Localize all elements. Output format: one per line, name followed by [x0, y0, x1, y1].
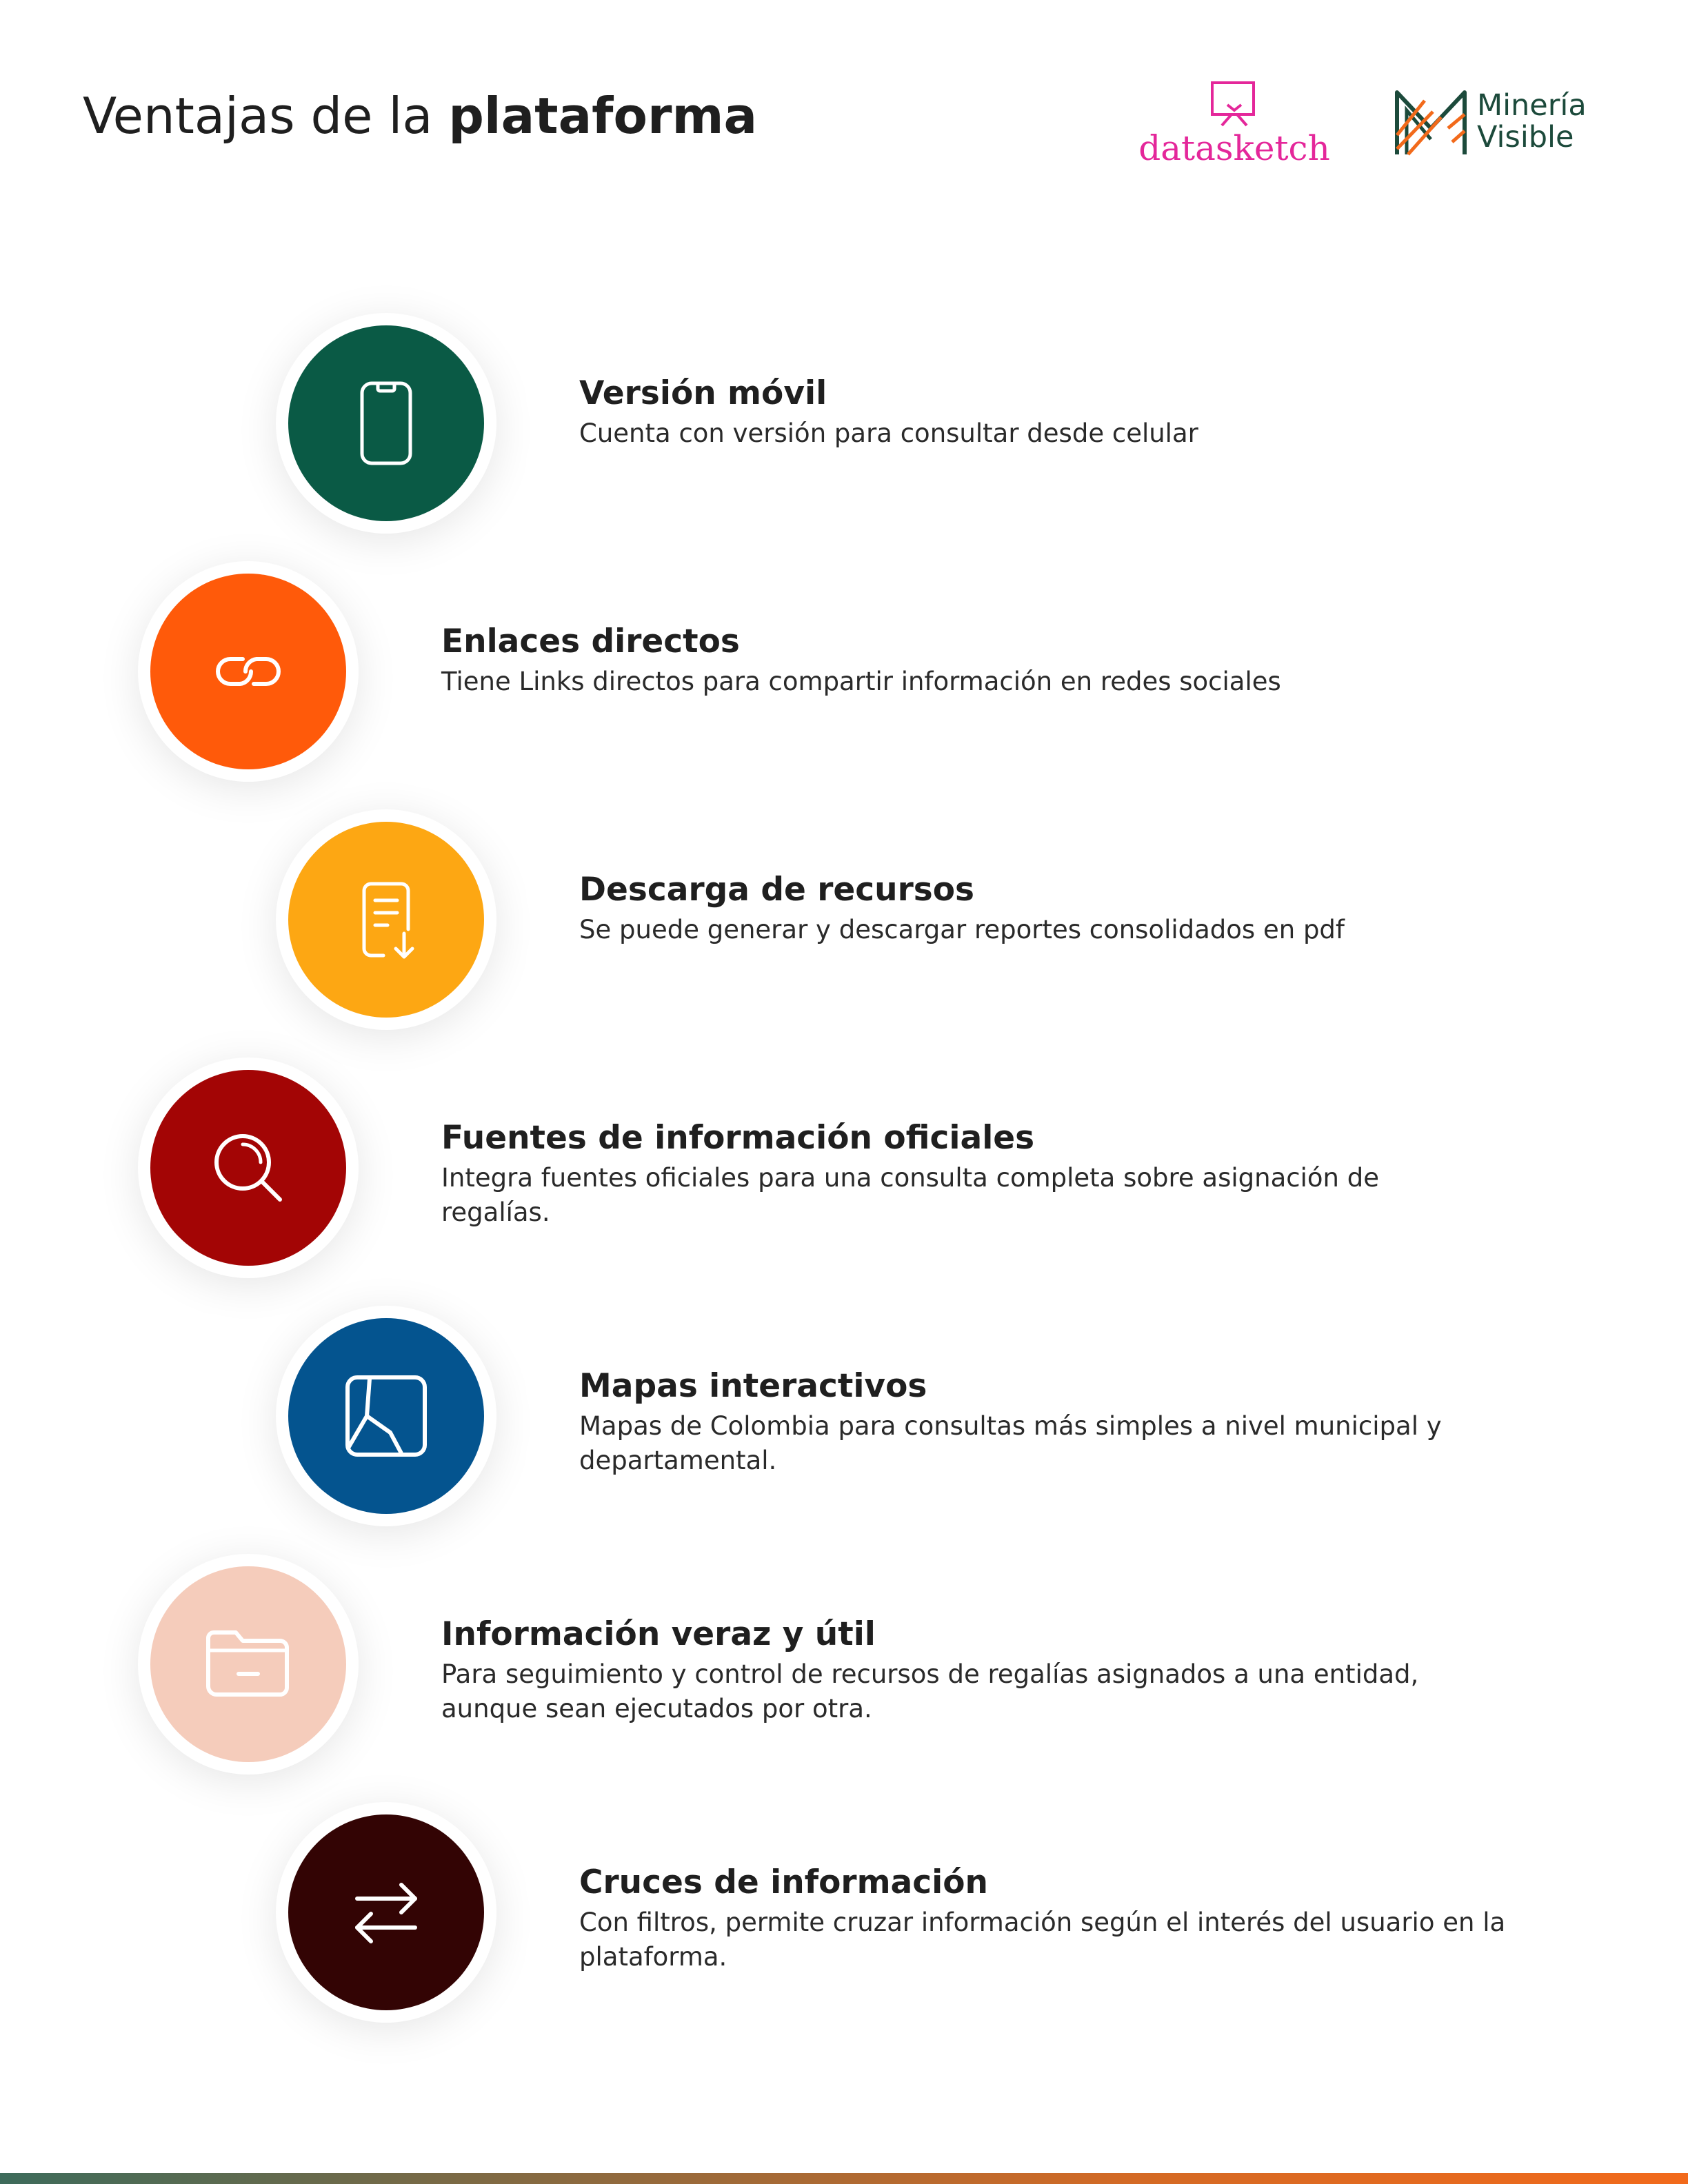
document-download-icon: [338, 871, 434, 968]
mineria-visible-logo: [1393, 87, 1614, 163]
feature-title: Cruces de información: [579, 1863, 988, 1901]
bottom-gradient-bar: [0, 2173, 1688, 2184]
datasketch-screen-icon: [1207, 80, 1262, 130]
datasketch-logo-text: datasketch: [1138, 128, 1330, 168]
feature-title: Descarga de recursos: [579, 871, 975, 909]
feature-description: Cuenta con versión para consultar desde celular: [579, 418, 1198, 448]
page-title-bold: plataforma: [448, 87, 758, 145]
map-icon: [338, 1368, 434, 1464]
feature-icon-badge: [138, 1554, 359, 1775]
link-icon: [200, 623, 297, 720]
search-icon: [200, 1120, 297, 1216]
feature-icon-badge: [138, 561, 359, 782]
feature-description: Integra fuentes oficiales para una consulta completa sobre asignación de regalías.: [441, 1163, 1379, 1227]
feature-description: Mapas de Colombia para consultas más simples a nivel municipal y departamental.: [579, 1411, 1442, 1475]
smartphone-icon: [338, 375, 434, 472]
feature-description: Tiene Links directos para compartir información en redes sociales: [441, 667, 1281, 696]
feature-description: Con filtros, permite cruzar información según el interés del usuario en la plataforma.: [579, 1908, 1506, 1972]
feature-title: Enlaces directos: [441, 623, 740, 660]
feature-icon-badge: [276, 809, 496, 1030]
feature-icon-badge: [138, 1058, 359, 1278]
mineria-visible-line1: Minería: [1477, 88, 1587, 123]
mineria-visible-text: [1477, 90, 1587, 153]
feature-title: Versión móvil: [579, 374, 827, 412]
datasketch-logo: [1138, 80, 1331, 176]
feature-title: Fuentes de información oficiales: [441, 1119, 1035, 1157]
feature-icon-badge: [276, 313, 496, 534]
feature-icon-badge: [276, 1306, 496, 1526]
arrows-exchange-icon: [338, 1864, 434, 1961]
mineria-visible-mark-icon: [1393, 87, 1469, 159]
mineria-visible-line2: Visible: [1477, 120, 1574, 154]
feature-title: Mapas interactivos: [579, 1367, 927, 1405]
feature-description: Se puede generar y descargar reportes consolidados en pdf: [579, 915, 1345, 944]
page-title: [83, 87, 758, 145]
feature-description: Para seguimiento y control de recursos de regalías asignados a una entidad, aunque sean ejecutados por otra.: [441, 1659, 1419, 1723]
feature-icon-badge: [276, 1802, 496, 2023]
feature-title: Información veraz y útil: [441, 1615, 876, 1653]
page-title-regular: Ventajas de la: [83, 87, 433, 145]
folder-minus-icon: [200, 1616, 297, 1712]
